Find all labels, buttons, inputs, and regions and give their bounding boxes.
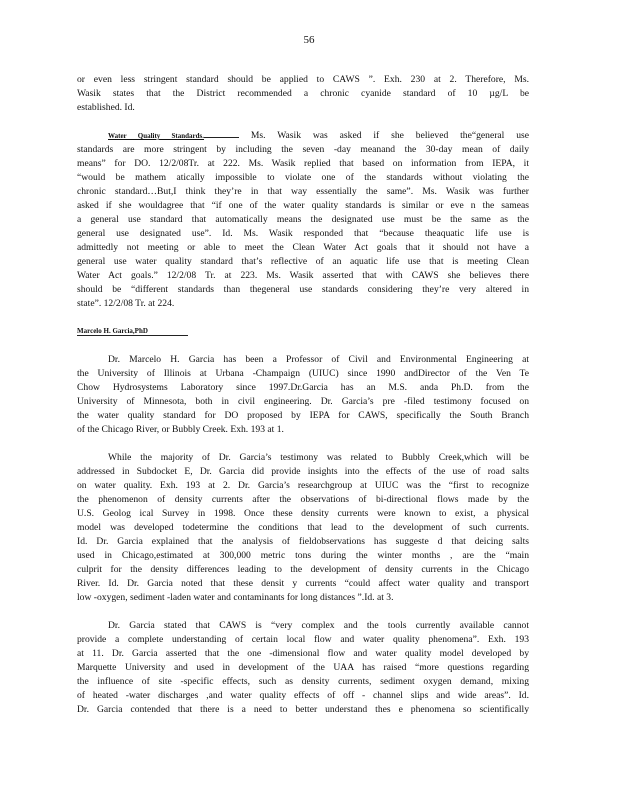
text-line: at 11. Dr. Garcia asserted that the one -dimensional flow and water quality model developed by xyxy=(77,648,529,659)
text-line: of the Chicago River, or Bubbly Creek. Exh. 193 at 1. xyxy=(77,424,284,435)
text-line: general use designated use”. Id. Ms. Wasik responded that “because theaquatic life use is xyxy=(77,228,529,239)
text-line: standards are more stringent by including the seven -day meanand the 30-day mean of daily xyxy=(77,144,529,155)
text-line: should be “different standards than thegeneral use standards considering they’re very altered in xyxy=(77,284,529,295)
text-line: means” for DO. 12/2/08Tr. at 222. Ms. Wasik replied that based on information from IEPA, it xyxy=(77,158,529,169)
text-line: established. Id. xyxy=(77,102,135,113)
text-line: of heated -water discharges ,and water quality effects of off - channel slips and wide areas”. Id. xyxy=(77,690,529,701)
text-line: the influence of site -specific effects, such as density currents, sediment oxygen demand, mixing xyxy=(77,676,529,687)
text-line: on water quality. Exh. 193 at 2. Dr. Garcia’s researchgroup at UIUC was the “first to recognize xyxy=(77,480,529,491)
text-line: admittedly not meeting or able to meet the Clean Water Act goals that it should not have a xyxy=(77,242,529,253)
section-heading-water-quality-standards: Water Quality Standards. xyxy=(108,132,205,140)
text-line: general use water quality standard that’s reflective of an aquatic life use that is meeting Clean xyxy=(77,256,529,267)
text-line: addressed in Subdocket E, Dr. Garcia did provide insights into the effects of the use of road salts xyxy=(77,466,529,477)
section-heading-garcia: Marcelo H. Garcia,PhD xyxy=(77,327,188,335)
text-line: While the majority of Dr. Garcia’s testimony was related to Bubbly Creek,which will be xyxy=(108,452,529,463)
text-line: provide a complete understanding of certain local flow and water quality phenomena”. Exh. 193 xyxy=(77,634,529,645)
section-first-line xyxy=(108,129,529,143)
text-line: Id. Dr. Garcia explained that the analysis of fieldobservations has suggeste d that deicing salts xyxy=(77,536,529,547)
text-line: the phenomenon of density currents after the observations of bi-directional flows made by the xyxy=(77,494,529,505)
text-line: University of Minnesota, both in civil engineering. Dr. Garcia’s pre -filed testimony focused on xyxy=(77,396,529,407)
text-line: model was developed todetermine the conditions that lead to the development of such currents. xyxy=(77,522,529,533)
text-line: Dr. Garcia contended that there is a need to better understand thes e phenomena so scientifically xyxy=(77,704,529,715)
page-number: 56 xyxy=(303,34,315,46)
text-line: chronic standard…But,I think they’re in that way essentially the same”. Ms. Wasik was further xyxy=(77,186,529,197)
text-line: or even less stringent standard should be applied to CAWS ”. Exh. 230 at 2. Therefore, Ms. xyxy=(77,74,529,85)
text-line: Dr. Garcia stated that CAWS is “very complex and the tools currently available cannot xyxy=(108,620,529,631)
text-line: Marquette University and used in development of the UAA has raised “more questions regarding xyxy=(77,662,529,673)
text-line: Water Act goals.” 12/2/08 Tr. at 223. Ms. Wasik asserted that with CAWS she believes there xyxy=(77,270,529,281)
text-line: River. Id. Dr. Garcia noted that these densit y currents “could affect water quality and transport xyxy=(77,578,529,589)
text-line: state”. 12/2/08 Tr. at 224. xyxy=(77,298,175,309)
text-line: “would be mathem atically impossible to violate one of the standards without violating the xyxy=(77,172,529,183)
text-line: Ms. Wasik was asked if she believed the“general use xyxy=(250,130,529,141)
text-line: asked if she wouldagree that “if one of the water quality standards is similar or eve n the sameas xyxy=(77,200,529,211)
text-line: the water quality standard for DO proposed by IEPA for CAWS, specifically the South Branch xyxy=(77,410,529,421)
heading-underline xyxy=(204,137,239,138)
text-line: used in Chicago,estimated at 300,000 metric tons during the winter months , are the “main xyxy=(77,550,529,561)
text-line: low -oxygen, sediment -laden water and contaminants for long distances ”.Id. at 3. xyxy=(77,592,394,603)
text-line: U.S. Geolog ical Survey in 1998. Once these density currents were known to exist, a physical xyxy=(77,508,529,519)
text-line: culprit for the density differences leading to the development of density currents in the Chicago xyxy=(77,564,529,575)
text-line: Wasik states that the District recommended a chronic cyanide standard of 10 µg/L be xyxy=(77,88,529,99)
text-line: the University of Illinois at Urbana -Champaign (UIUC) since 1990 andDirector of the Ven Te xyxy=(77,368,529,379)
text-line: Dr. Marcelo H. Garcia has been a Professor of Civil and Environmental Engineering at xyxy=(108,354,529,365)
text-line: a general use standard that automatically means the designated use must be the same as the xyxy=(77,214,529,225)
text-line: Chow Hydrosystems Laboratory since 1997.Dr.Garcia has an M.S. anda Ph.D. from the xyxy=(77,382,529,393)
